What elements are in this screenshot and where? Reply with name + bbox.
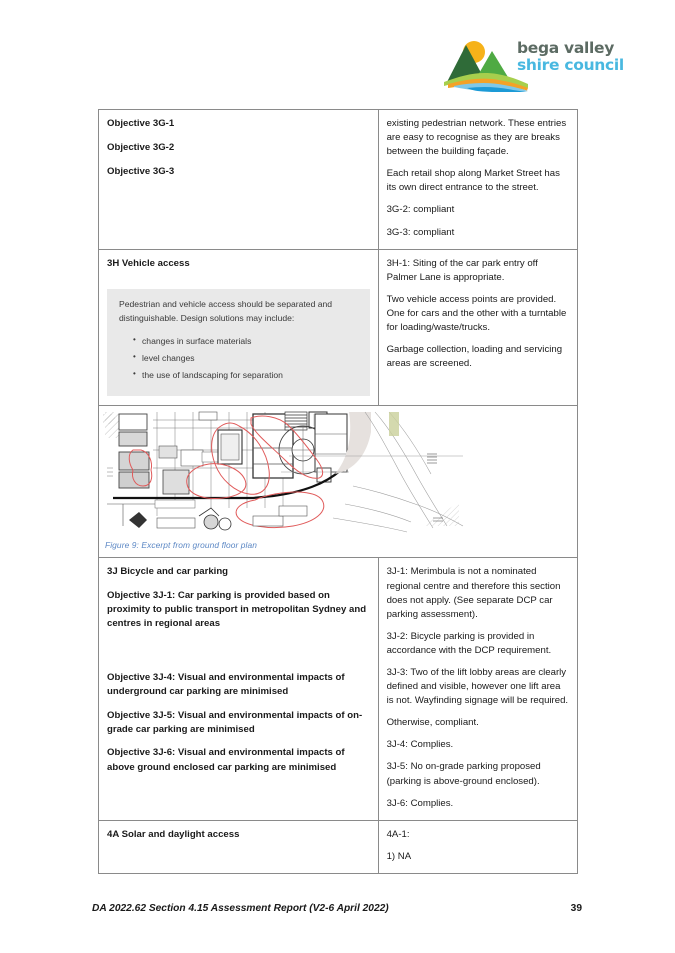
objective-label: Objective 3J-5: Visual and environmental impacts of on-grade car parking are minimised <box>107 709 363 735</box>
response-paragraph: Two vehicle access points are provided. One for cars and the other with a turntable for loading/waste/trucks. <box>386 293 567 334</box>
council-logo <box>443 34 633 96</box>
assessment-table <box>98 109 578 874</box>
response-paragraph: Garbage collection, loading and servicing areas are screened. <box>386 344 563 370</box>
footer-document-title: DA 2022.62 Section 4.15 Assessment Report (V2-6 April 2022) <box>92 903 389 914</box>
response-paragraph: 3G-2: compliant <box>386 204 455 216</box>
response-paragraph: 3J-4: Complies. <box>386 739 454 751</box>
list-item: • level changes <box>133 352 358 366</box>
logo-text-line-1: bega valley <box>517 39 615 57</box>
cell-objectives-3h <box>99 249 379 406</box>
response-paragraph: 3J-2: Bicycle parking is provided in accordance with the DCP requirement. <box>386 630 552 656</box>
response-paragraph: 1) NA <box>386 850 412 862</box>
response-paragraph: 3G-3: compliant <box>386 226 455 238</box>
table-row <box>99 558 578 820</box>
response-paragraph: 3J-5: No on-grade parking proposed (parking is above-ground enclosed). <box>386 761 541 787</box>
section-heading: 4A Solar and daylight access <box>107 828 240 840</box>
objective-label: Objective 3J-1: Car parking is provided based on proximity to public transport in metropolitan Sydney and centres in regional areas <box>107 589 367 630</box>
list-item: • the use of landscaping for separation <box>133 369 358 383</box>
table-row <box>99 820 578 873</box>
table-row-figure <box>99 406 578 558</box>
footer-page-number: 39 <box>570 903 582 914</box>
response-paragraph: 3J-1: Merimbula is not a nominated regional centre and therefore this section does not apply. (See separate DCP car parking assessment). <box>386 566 561 620</box>
page-footer <box>92 903 582 914</box>
cell-objectives-3j <box>99 558 379 820</box>
cell-spacer <box>107 190 370 220</box>
response-paragraph: 3J-6: Complies. <box>386 797 454 809</box>
objective-label: Objective 3J-4: Visual and environmental impacts of underground car parking are minimised <box>107 671 345 698</box>
objective-label: Objective 3G-1 <box>107 118 175 129</box>
cell-objectives-4a <box>99 820 379 873</box>
cell-figure <box>99 406 578 558</box>
table-row <box>99 249 578 406</box>
cell-response-3j <box>378 558 577 820</box>
cell-response-3h <box>378 249 577 406</box>
figure-caption: Figure 9: Excerpt from ground floor plan <box>105 540 258 551</box>
response-paragraph: 4A-1: <box>386 828 410 840</box>
section-heading: 3J Bicycle and car parking <box>107 566 229 578</box>
cell-response-4a <box>378 820 577 873</box>
cell-spacer <box>107 641 370 671</box>
logo-text-line-2: shire council <box>517 56 624 75</box>
callout-bullet-list <box>119 335 358 383</box>
cell-response-3g <box>378 110 577 250</box>
cell-objectives-3g <box>99 110 379 250</box>
objective-label: Objective 3G-3 <box>107 166 175 178</box>
response-paragraph: 3J-3: Two of the lift lobby areas are clearly defined and visible, however one lift area is not. Wayfinding signage will be required. <box>386 667 569 707</box>
callout-intro: Pedestrian and vehicle access should be separated and distinguishable. Design solutions may include: <box>119 298 333 323</box>
response-paragraph: 3H-1: Siting of the car park entry off Palmer Lane is appropriate. <box>386 257 538 283</box>
guidance-callout-box <box>107 289 370 397</box>
response-paragraph: Each retail shop along Market Street has its own direct entrance to the street. <box>386 168 560 194</box>
table-row <box>99 110 578 250</box>
response-paragraph: existing pedestrian network. These entries are easy to recognise as they are breaks between the building façade. <box>386 118 567 158</box>
objective-label: Objective 3G-2 <box>107 142 175 154</box>
section-heading: 3H Vehicle access <box>107 257 190 269</box>
list-item: • changes in surface materials <box>133 335 358 349</box>
objective-label: Objective 3J-6: Visual and environmental impacts of above ground enclosed car parking are minimised <box>107 747 345 773</box>
response-paragraph: Otherwise, compliant. <box>386 717 479 729</box>
ground-floor-plan-image <box>103 408 475 536</box>
